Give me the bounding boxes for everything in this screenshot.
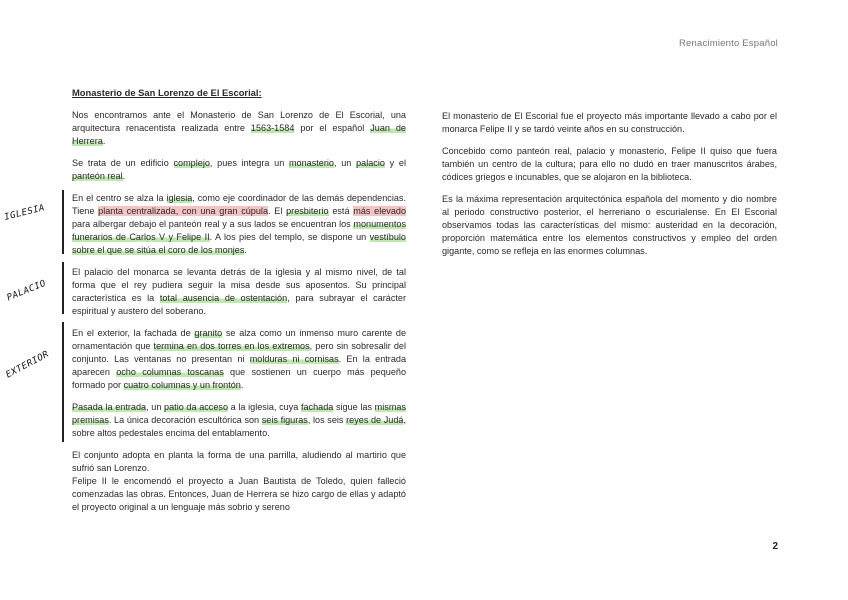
right-column xyxy=(442,110,777,267)
paragraph-intro xyxy=(72,109,406,148)
highlight: granito xyxy=(194,328,223,338)
text: . A los pies del templo, se dispone un xyxy=(209,232,370,242)
highlight-red: planta centralizada, con una gran cúpula xyxy=(98,206,269,216)
highlight: cuatro columnas y un frontón xyxy=(123,380,241,390)
text: y el xyxy=(384,158,406,168)
paragraph-palacio xyxy=(72,266,406,318)
highlight: seis figuras xyxy=(261,415,308,425)
margin-note-palacio: PALACIO xyxy=(5,278,48,304)
highlight: monumentos funerarios de Carlos V y Felipe II xyxy=(72,219,406,242)
text: a la iglesia, cuya xyxy=(228,402,301,412)
margin-bar-palacio xyxy=(62,262,64,314)
text: . xyxy=(244,245,247,255)
paragraph-iglesia xyxy=(72,192,406,257)
text: Felipe II le encomendó el proyecto a Juan Bautista de Toledo, quien falleció comenzadas las obras. Entonces, Juan de Herrera se hizo cargo de ellas y adaptó el proyecto original a un lenguaje más sobrio y sereno xyxy=(72,476,406,512)
highlight: vestíbulo sobre el que se sitúa el coro de los monjes xyxy=(72,232,406,255)
text: Se trata de un edificio xyxy=(72,158,174,168)
document-title: Monasterio de San Lorenzo de El Escorial: xyxy=(72,87,262,98)
text: , como eje coordinador de las demás dependencias. Tiene xyxy=(72,193,406,216)
highlight: iglesia xyxy=(166,193,193,203)
text: , un xyxy=(333,158,357,168)
text: . xyxy=(240,380,244,390)
margin-note-exterior: EXTERIOR xyxy=(4,349,51,381)
highlight: termina en dos torres en los extremos xyxy=(153,341,310,351)
highlight: monasterio xyxy=(288,158,334,168)
margin-note-iglesia: IGLESIA xyxy=(3,203,47,223)
text: sigue las xyxy=(333,402,375,412)
text: , sobre altos pedestales encima del entablamento. xyxy=(72,415,407,438)
margin-bar-iglesia xyxy=(62,190,64,254)
text: . xyxy=(122,171,126,181)
highlight: complejo xyxy=(173,158,210,168)
text: . En la entrada aparecen xyxy=(72,354,406,377)
text: , pero sin sobresalir del conjunto. Las ventanas no presentan ni xyxy=(72,341,407,364)
paragraph-exterior xyxy=(72,327,406,392)
highlight: panteón real xyxy=(72,171,123,181)
highlight: palacio xyxy=(356,158,385,168)
text: . xyxy=(102,136,106,146)
text: En el centro se alza la xyxy=(72,193,167,203)
paragraph-panteon: Concebido como panteón real, palacio y monasterio, Felipe II quiso que fuera también un centro de la cultura; para ello no dudó en traer manuscritos árabes, códices griegos e incunables, que se alojaron en la biblioteca. xyxy=(442,146,777,182)
text: Nos encontramos ante el Monasterio de San Lorenzo de El Escorial, una arquitectura renacentista realizada entre xyxy=(72,110,406,133)
highlight-red: más elevado xyxy=(353,206,407,216)
text: , pues integra un xyxy=(209,158,289,168)
paragraph-conjunto xyxy=(72,449,406,514)
left-column xyxy=(72,86,406,523)
highlight: 1563-1584 xyxy=(250,123,295,133)
text: , para subrayar el carácter espiritual y austero del soberano. xyxy=(72,293,406,316)
text: . La única decoración escultórica son xyxy=(108,415,262,425)
text: , un xyxy=(146,402,165,412)
highlight: Pasada la entrada xyxy=(72,402,147,412)
highlight: ocho columnas toscanas xyxy=(116,367,224,377)
highlight: fachada xyxy=(300,402,334,412)
text: , los seis xyxy=(307,415,347,425)
text: está xyxy=(328,206,354,216)
highlight: patio da acceso xyxy=(164,402,229,412)
highlight: Juan de Herrera xyxy=(72,123,406,146)
text: En el exterior, la fachada de xyxy=(72,328,195,338)
text: para albergar debajo el panteón real y a sus lados se encuentran los xyxy=(72,219,354,229)
text: El palacio del monarca se levanta detrás de la iglesia y al mismo nivel, de tal forma que el rey pudiera seguir la misa desde sus aposentos. Su principal característica es la xyxy=(72,267,406,303)
highlight: presbiterio xyxy=(286,206,329,216)
highlight: molduras ni cornisas xyxy=(249,354,339,364)
paragraph-herreriano: Es la máxima representación arquitectónica española del momento y dio nombre al periodo constructivo posterior, el herreriano o escurialense. En El Escorial observamos todas las características del mismo: austeridad en la decoración, proporción matemática entre los elementos constructivos y empleo del orden gigante, como se refleja en las enormes columnas. xyxy=(442,194,777,256)
text: se alza como un inmenso muro carente de ornamentación que xyxy=(72,328,407,351)
text: . El xyxy=(268,206,287,216)
text: El conjunto adopta en planta la forma de una parrilla, aludiendo al martirio que sufrió san Lorenzo. xyxy=(72,450,406,473)
highlight: mismas premisas xyxy=(72,402,406,425)
text: que sostienen un cuerpo más pequeño formado por xyxy=(72,367,407,390)
margin-bar-exterior xyxy=(62,322,64,442)
paragraph-proyecto: El monasterio de El Escorial fue el proyecto más importante llevado a cabo por el monarca Felipe II y se tardó veinte años en su construcción. xyxy=(442,111,777,134)
running-header: Renacimiento Español xyxy=(678,38,778,49)
paragraph-entrada xyxy=(72,401,406,440)
highlight: total ausencia de ostentación xyxy=(159,293,288,303)
paragraph-complejo xyxy=(72,157,406,183)
text: por el español xyxy=(294,123,371,133)
page-number: 2 xyxy=(772,541,778,552)
highlight: reyes de Judá xyxy=(346,415,404,425)
